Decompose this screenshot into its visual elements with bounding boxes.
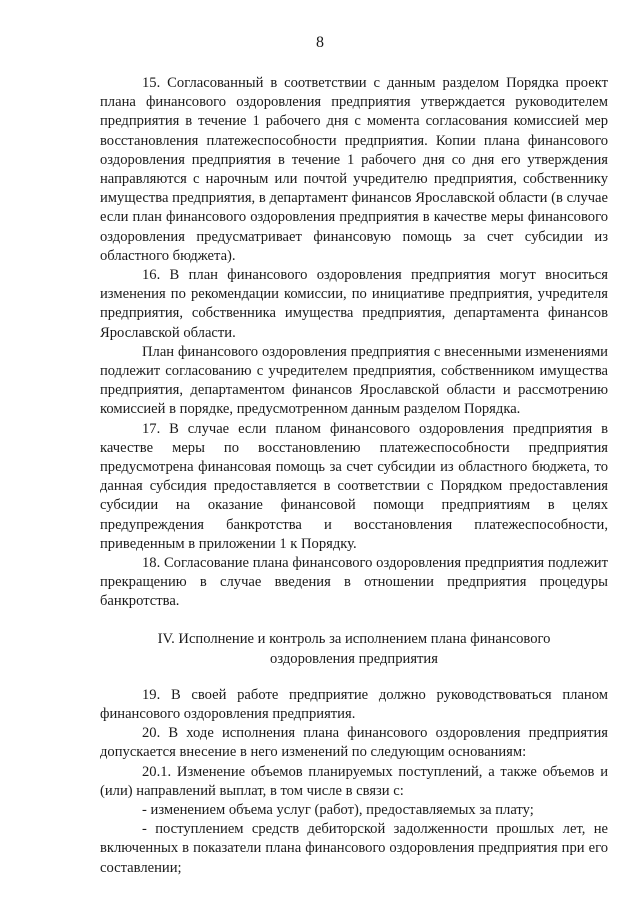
section-heading-line-1: IV. Исполнение и контроль за исполнением плана финансового <box>157 630 551 647</box>
paragraph-17: 17. В случае если планом финансового оздоровления предприятия в качестве меры по восстановлению платежеспособности предприятия предусмотрена финансовая помощь за счет субсидии из областного бюджета, то данная субсидия предоставляется в соответствии с Порядком предоставления субсидии на оказание финансовой помощи предприятиям в целях предупреждения банкротства и восстановления платежеспособности, приведенным в приложении 1 к Порядку. <box>100 420 608 552</box>
paragraph-15: 15. Согласованный в соответствии с данным разделом Порядка проект плана финансового оздоровления предприятия утверждается руководителем предприятия в течение 1 рабочего дня с момента согласования комиссией мер восстановления платежеспособности предприятия. Копии плана финансового оздоровления предприятия в течение 1 рабочего дня со дня его утверждения направляются с нарочным или почтой учредителю предприятия, собственнику имущества предприятия, в департамент финансов Ярославской области (в случае если план финансового оздоровления предприятия в качестве меры финансового оздоровления предусматривает финансовую помощь за счет субсидии из областного бюджета). <box>100 75 608 264</box>
document-body <box>100 74 608 878</box>
paragraph-16: 16. В план финансового оздоровления предприятия могут вноситься изменения по рекомендации комиссии, по инициативе предприятия, учредителя предприятия, собственника имущества предприятия, департамента финансов Ярославской области. <box>100 267 608 341</box>
paragraph-19: 19. В своей работе предприятие должно руководствоваться планом финансового оздоровления предприятия. <box>100 686 608 722</box>
paragraph-16-continued: План финансового оздоровления предприятия с внесенными изменениями подлежит согласованию с учредителем предприятия, собственником имущества предприятия, департаментом финансов Ярославской области и рассмотрению комиссией в порядке, предусмотренном данным разделом Порядка. <box>100 343 608 418</box>
section-heading-iv <box>100 629 608 669</box>
list-item-services-volume: - изменением объема услуг (работ), предоставляемых за плату; <box>142 801 534 818</box>
page-number: 8 <box>316 34 324 51</box>
list-item-receivables: - поступлением средств дебиторской задолженности прошлых лет, не включенных в показатели плана финансового оздоровления предприятия при его составлении; <box>100 821 608 876</box>
paragraph-18: 18. Согласование плана финансового оздоровления предприятия подлежит прекращению в случае введения в отношении предприятия процедуры банкротства. <box>100 555 608 610</box>
paragraph-20: 20. В ходе исполнения плана финансового оздоровления предприятия допускается внесение в него изменений по следующим основаниям: <box>100 725 608 761</box>
section-heading-line-2: оздоровления предприятия <box>270 650 438 667</box>
paragraph-20-1: 20.1. Изменение объемов планируемых поступлений, а также объемов и (или) направлений выплат, в том числе в связи с: <box>100 763 608 799</box>
